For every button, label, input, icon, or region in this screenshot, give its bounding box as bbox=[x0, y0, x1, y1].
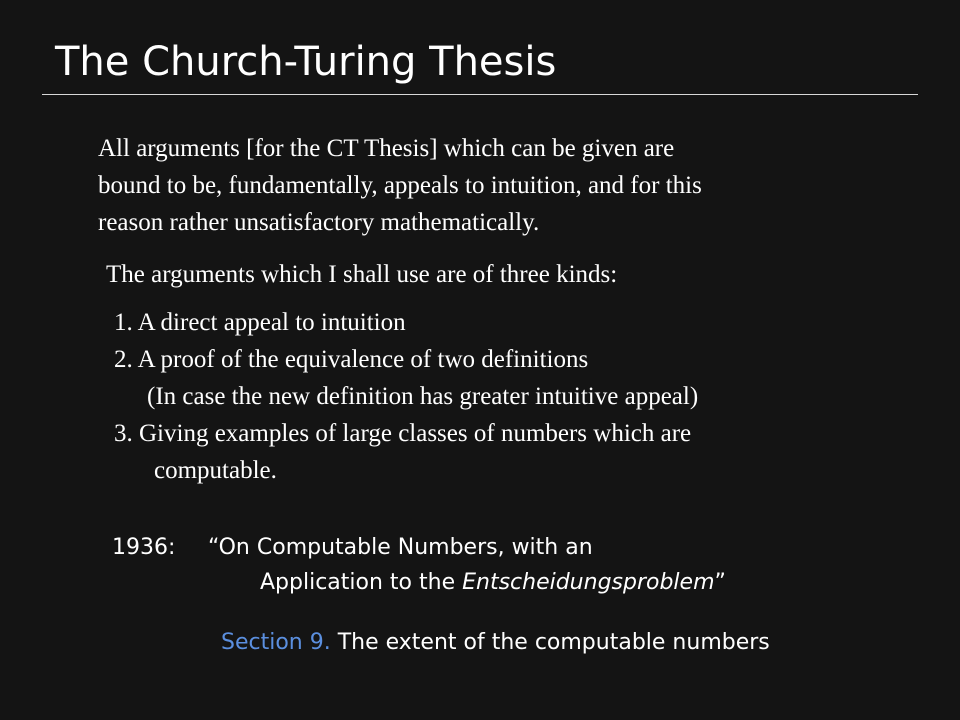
citation-title-italic: Entscheidungsproblem bbox=[462, 570, 715, 595]
section-text: The extent of the computable numbers bbox=[330, 630, 770, 655]
list-item-1: 1. A direct appeal to intuition bbox=[114, 309, 406, 336]
quote-line-1: All arguments [for the CT Thesis] which can be given are bbox=[98, 135, 675, 162]
slide-title: The Church-Turing Thesis bbox=[55, 39, 557, 85]
section-reference bbox=[221, 626, 770, 660]
list-item-2: 2. A proof of the equivalence of two definitions bbox=[114, 346, 589, 373]
arguments-list bbox=[114, 304, 698, 489]
section-label: Section 9. bbox=[221, 630, 331, 655]
arguments-intro: The arguments which I shall use are of three kinds: bbox=[106, 261, 618, 288]
list-item-3-continuation: computable. bbox=[154, 457, 277, 484]
list-item-2-note: (In case the new definition has greater intuitive appeal) bbox=[147, 383, 699, 410]
title-divider bbox=[42, 94, 918, 95]
citation-title-prefix: Application to the bbox=[260, 570, 463, 595]
citation-title-line-1: “On Computable Numbers, with an bbox=[208, 535, 593, 560]
quote-line-2: bound to be, fundamentally, appeals to intuition, and for this bbox=[98, 172, 702, 199]
citation-title-line-2 bbox=[260, 566, 726, 600]
turing-quote bbox=[98, 130, 702, 241]
citation-title-suffix: ” bbox=[714, 570, 726, 595]
list-item-3: 3. Giving examples of large classes of numbers which are bbox=[114, 420, 692, 447]
citation-year: 1936: bbox=[112, 535, 176, 560]
quote-line-3: reason rather unsatisfactory mathematically. bbox=[98, 209, 540, 236]
